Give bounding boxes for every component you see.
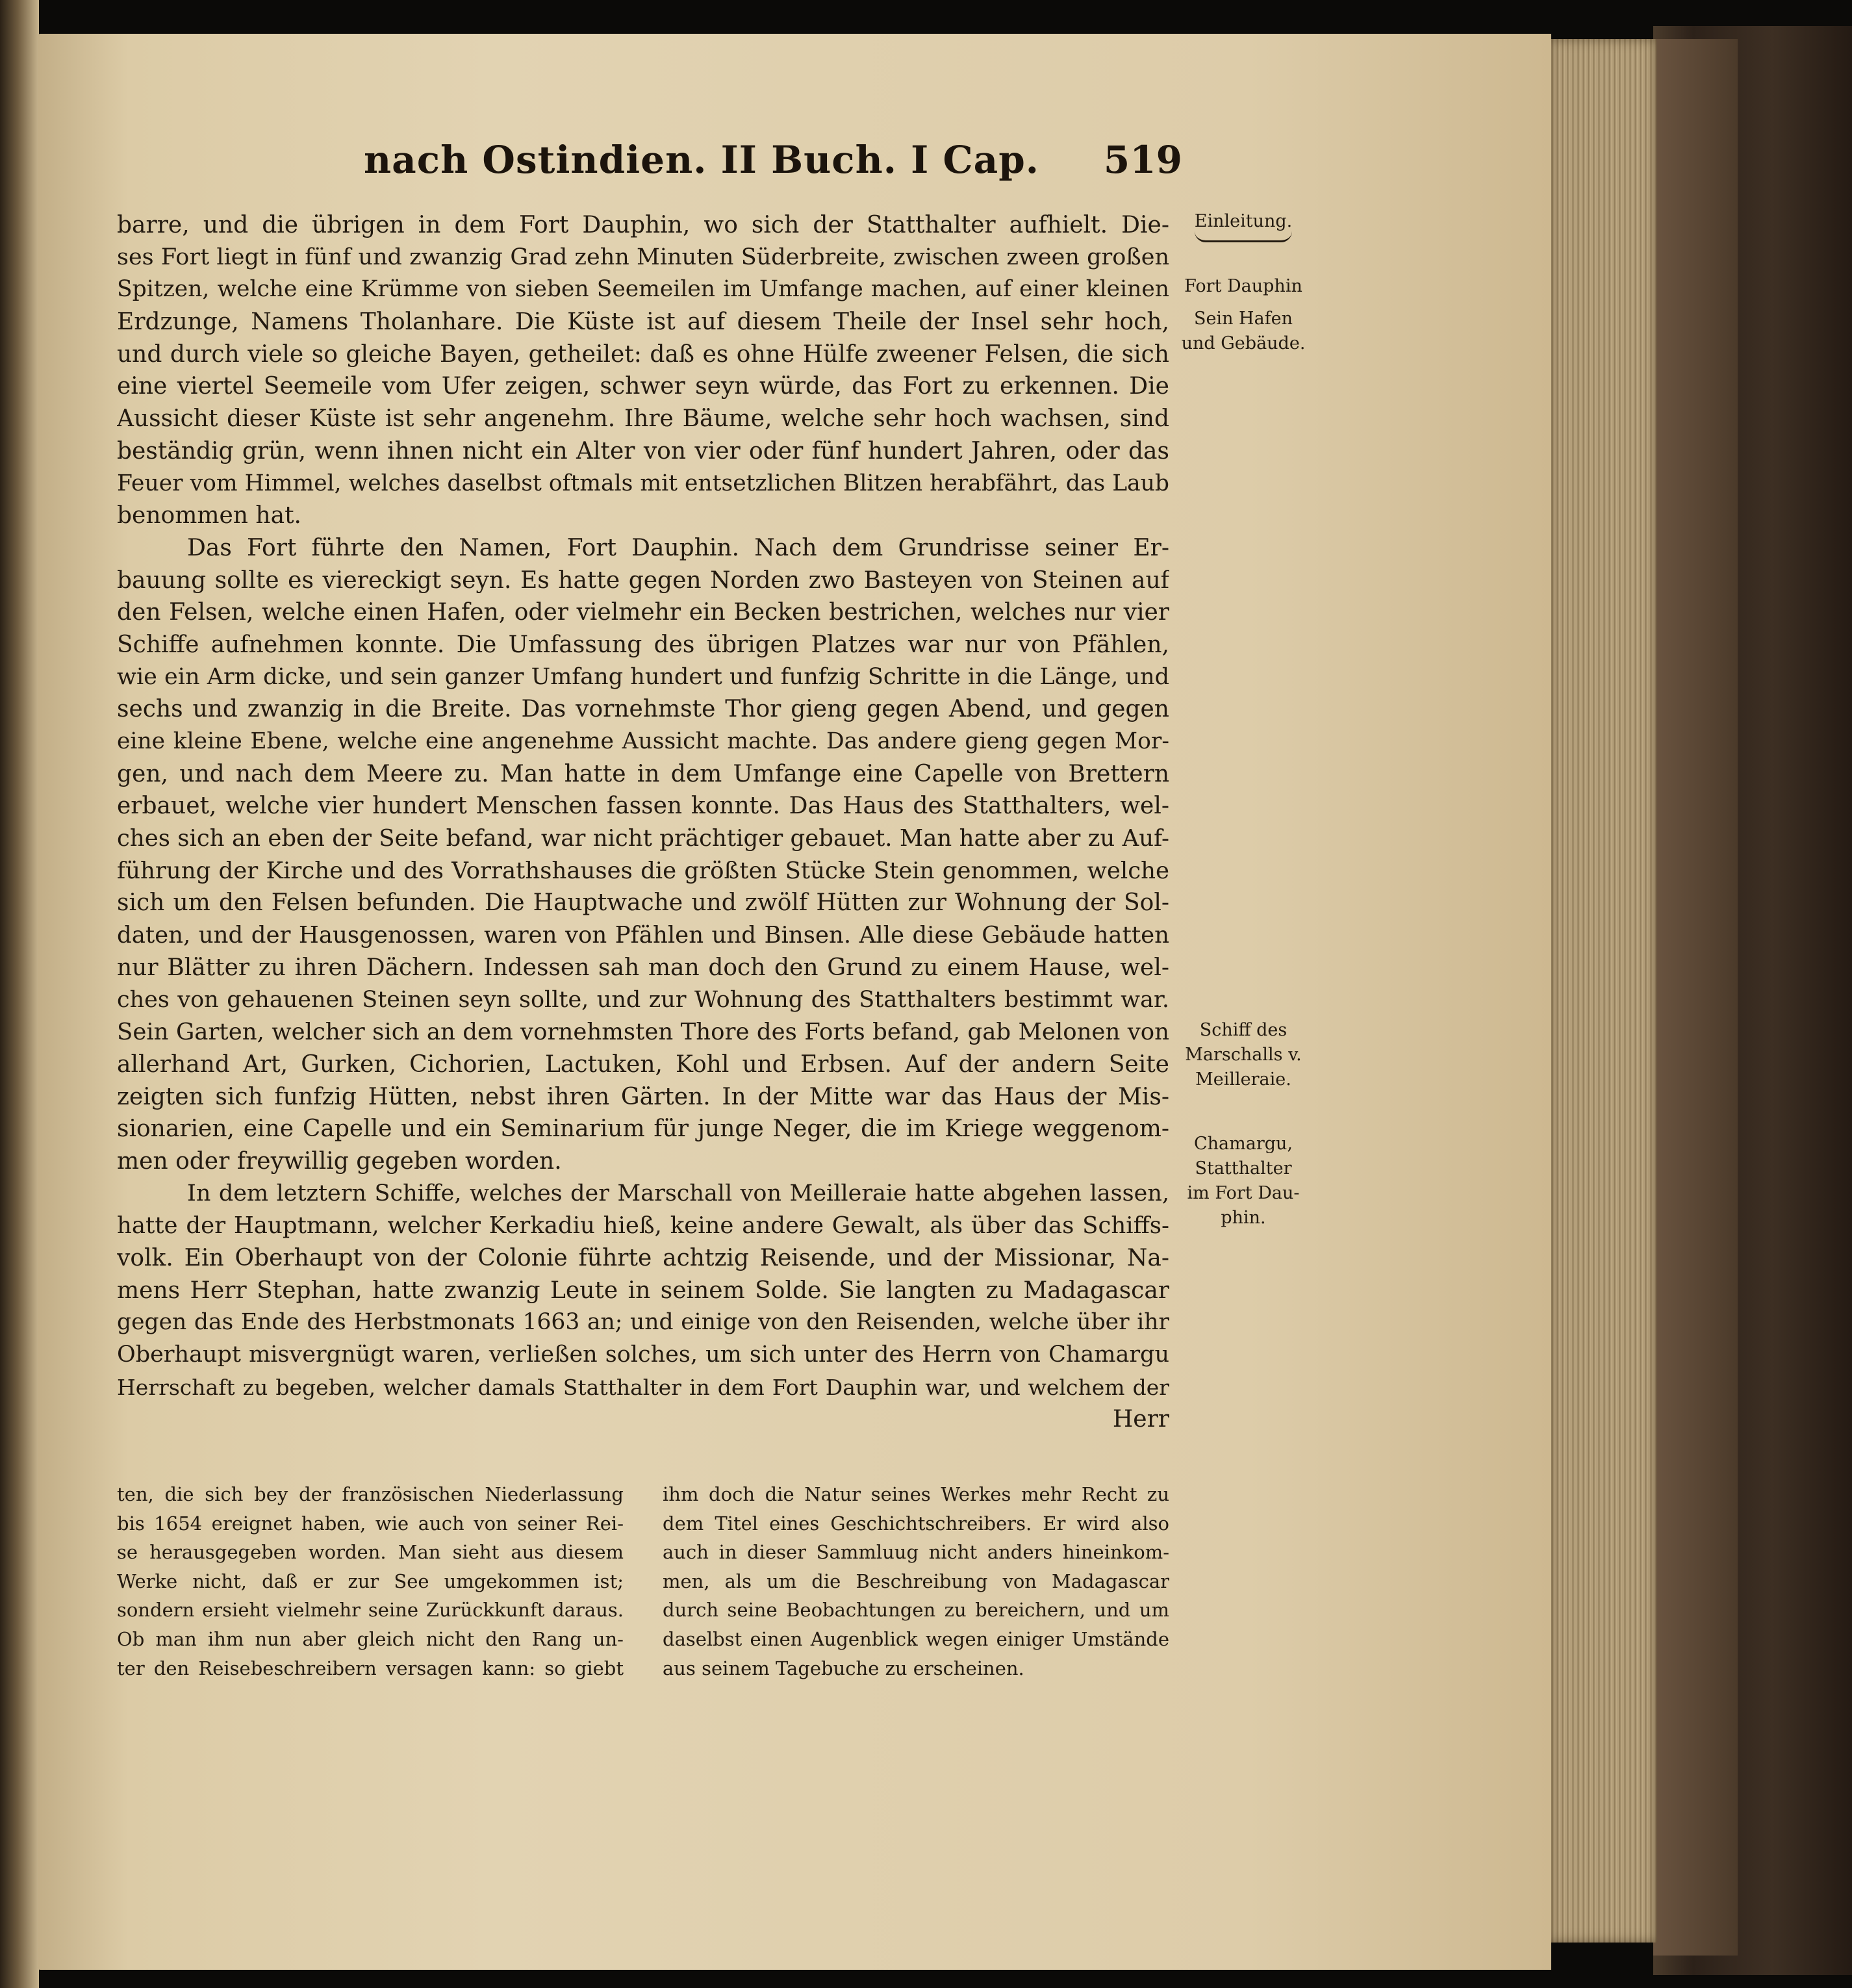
text-line: Herr (1112, 1406, 1169, 1433)
text-line: Herrschaft zu begeben, welcher damals Statthalter in dem Fort Dauphin war, und welchem der (117, 1374, 1169, 1400)
text-line: sionarien, eine Capelle und ein Seminarium für junge Neger, die im Kriege weggenom- (117, 1115, 1169, 1143)
text-line: Spitzen, welche eine Krümme von sieben Seemeilen im Umfange machen, auf einer kleinen (117, 276, 1169, 303)
footnote-line: daselbst einen Augenblick wegen einiger Umstände (663, 1627, 1169, 1650)
footnote-line: dem Titel eines Geschichtschreibers. Er wird also (663, 1512, 1169, 1535)
footnote-line: aus seinem Tagebuche zu erscheinen. (663, 1657, 1024, 1679)
text-line: mens Herr Stephan, hatte zwanzig Leute in seinem Solde. Sie langten zu Madagascar (117, 1277, 1169, 1304)
text-line: ches sich an eben der Seite befand, war nicht prächtiger gebauet. Man hatte aber zu Auf- (117, 825, 1169, 852)
text-line: zeigten sich funfzig Hütten, nebst ihren Gärten. In der Mitte war das Haus der Mis- (117, 1083, 1169, 1110)
text-line: allerhand Art, Gurken, Cichorien, Lactuken, Kohl und Erbsen. Auf der andern Seite (117, 1051, 1169, 1078)
footnote-line: bis 1654 ereignet haben, wie auch von seiner Rei- (117, 1512, 624, 1535)
margin-note (1172, 307, 1315, 356)
margin-note-line: Chamargu, (1193, 1134, 1293, 1154)
text-line: Das Fort führte den Namen, Fort Dauphin. Nach dem Grundrisse seiner Er- (187, 534, 1169, 561)
footnote-column-right (663, 1480, 1169, 1683)
text-line: nur Blätter zu ihren Dächern. Indessen sah man doch den Grund zu einem Hause, wel- (117, 954, 1169, 981)
text-line: sich um den Felsen befunden. Die Hauptwache und zwölf Hütten zur Wohnung der Sol- (117, 889, 1169, 917)
text-line: eine kleine Ebene, welche eine angenehme Aussicht machte. Das andere gieng gegen Mor- (117, 728, 1169, 754)
margin-note-line: Einleitung. (1194, 211, 1293, 231)
text-line: In dem letztern Schiffe, welches der Marschall von Meilleraie hatte abgehen lassen, (187, 1180, 1169, 1206)
footnote-line: sondern ersieht vielmehr seine Zurückkunft daraus. (117, 1599, 624, 1622)
footnote-line: auch in dieser Sammluug nicht anders hineinkom- (663, 1541, 1169, 1564)
text-line: Feuer vom Himmel, welches daselbst oftmals mit entsetzlichen Blitzen herabfährt, das Laub (117, 470, 1169, 496)
text-line: volk. Ein Oberhaupt von der Colonie führte achtzig Reisende, und der Missionar, Na- (117, 1245, 1169, 1271)
margin-note (1172, 1132, 1315, 1230)
text-line: barre, und die übrigen in dem Fort Dauphin, wo sich der Statthalter aufhielt. Die- (117, 212, 1169, 238)
text-line: hatte der Hauptmann, welcher Kerkadiu hieß, keine andere Gewalt, als über das Schiffs- (117, 1212, 1169, 1240)
running-header (364, 138, 1182, 190)
margin-note-line: Sein Hafen (1193, 309, 1293, 329)
footnote-line: ten, die sich bey der französischen Niederlassung (117, 1483, 624, 1505)
text-line: gen, und nach dem Meere zu. Man hatte in dem Umfange eine Capelle von Brettern (117, 760, 1169, 787)
text-line: führung der Kirche und des Vorrathshauses die größten Stücke Stein genommen, welche (117, 857, 1169, 884)
text-line: Erdzunge, Namens Tholanhare. Die Küste ist auf diesem Theile der Insel sehr hoch, (117, 309, 1169, 336)
footnote-line: Werke nicht, daß er zur See umgekommen ist; (117, 1570, 624, 1592)
text-line: bauung sollte es viereckigt seyn. Es hatte gegen Norden zwo Basteyen von Steinen auf (117, 567, 1169, 594)
footnote-column-left (117, 1480, 624, 1683)
text-line: ches von gehauenen Steinen seyn sollte, und zur Wohnung des Statthalters bestimmt war. (117, 986, 1169, 1013)
running-title: nach Ostindien. II Buch. I Cap. (364, 138, 1039, 182)
footnote-line: ter den Reisebeschreibern versagen kann: so giebt (117, 1657, 624, 1679)
text-line: daten, und der Hausgenossen, waren von Pfählen und Binsen. Alle diese Gebäude hatten (117, 922, 1169, 949)
text-line: Schiffe aufnehmen konnte. Die Umfassung des übrigen Platzes war nur von Pfählen, (117, 631, 1169, 658)
margin-note-line: Schiff des (1199, 1020, 1288, 1040)
text-line: den Felsen, welche einen Hafen, oder vielmehr ein Becken bestrichen, welches nur vier (117, 599, 1169, 626)
footnote-line: durch seine Beobachtungen zu bereichern, und um (663, 1599, 1169, 1622)
text-line: Aussicht dieser Küste ist sehr angenehm. Ihre Bäume, welche sehr hoch wachsen, sind (117, 405, 1169, 433)
margin-note (1172, 274, 1315, 299)
footnote-line: se herausgegeben worden. Man sieht aus diesem (117, 1541, 624, 1564)
margin-note (1172, 1018, 1315, 1092)
margin-note-line: Meilleraie. (1195, 1069, 1291, 1090)
margin-note-line: phin. (1221, 1208, 1266, 1228)
footnote-line: ihm doch die Natur seines Werkes mehr Recht zu (663, 1483, 1169, 1505)
text-line: und durch viele so gleiche Bayen, getheilet: daß es ohne Hülfe zweener Felsen, die sich (117, 340, 1169, 368)
margin-note-line: Fort Dauphin (1184, 276, 1302, 296)
main-text (117, 209, 1169, 1436)
text-line: eine viertel Seemeile vom Ufer zeigen, schwer seyn würde, das Fort zu erkennen. Die (117, 373, 1169, 400)
margin-note-line: im Fort Dau- (1187, 1183, 1300, 1203)
text-line: benommen hat. (117, 502, 301, 529)
text-line: wie ein Arm dicke, und sein ganzer Umfang hundert und funfzig Schritte in die Länge, und (117, 663, 1169, 690)
text-line: Oberhaupt misvergnügt waren, verließen solches, um sich unter des Herrn von Chamargu (117, 1342, 1169, 1368)
text-line: men oder freywillig gegeben worden. (117, 1147, 562, 1175)
footnote-line: men, als um die Beschreibung von Madagascar (663, 1570, 1169, 1592)
text-line: gegen das Ende des Herbstmonats 1663 an; und einige von den Reisenden, welche über ihr (117, 1309, 1169, 1336)
text-line: beständig grün, wenn ihnen nicht ein Alter von vier oder fünf hundert Jahren, oder das (117, 437, 1169, 465)
margin-note (1172, 209, 1315, 242)
margin-note-line: und Gebäude. (1181, 333, 1306, 353)
page-number: 519 (1103, 138, 1182, 182)
text-line: erbauet, welche vier hundert Menschen fassen konnte. Das Haus des Statthalters, wel- (117, 793, 1169, 820)
footnote-line: Ob man ihm nun aber gleich nicht den Rang un- (117, 1627, 624, 1650)
text-line: ses Fort liegt in fünf und zwanzig Grad zehn Minuten Süderbreite, zwischen zween großen (117, 244, 1169, 270)
margin-note-line: Marschalls v. (1185, 1045, 1302, 1065)
text-line: sechs und zwanzig in die Breite. Das vornehmste Thor gieng gegen Abend, und gegen (117, 696, 1169, 723)
margin-note-line: Statthalter (1195, 1158, 1292, 1179)
text-line: Sein Garten, welcher sich an dem vornehmsten Thore des Forts befand, gab Melonen von (117, 1019, 1169, 1046)
